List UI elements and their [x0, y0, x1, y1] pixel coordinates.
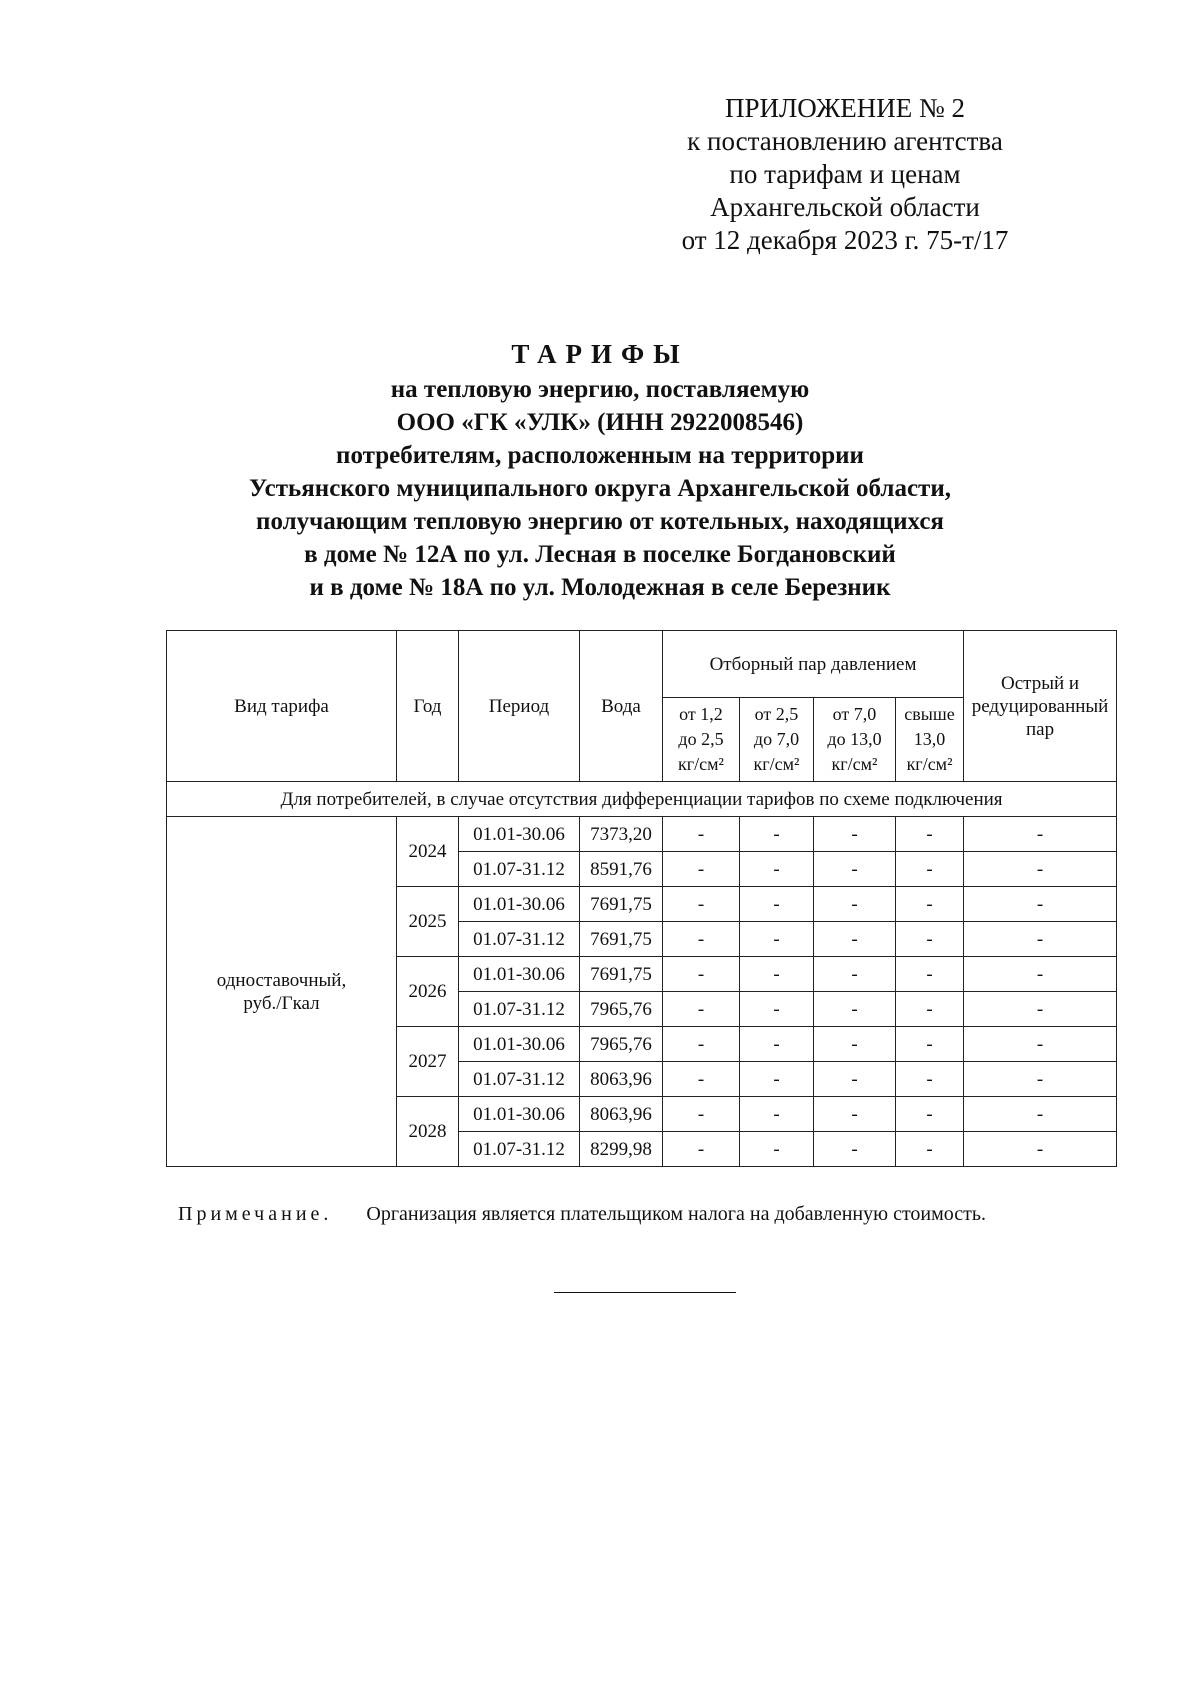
header-pressure-line: кг/см² — [831, 754, 878, 774]
tariffs-table — [166, 630, 1117, 1167]
pressure-cell: - — [740, 887, 814, 922]
header-pressure-line: до 2,5 — [678, 729, 724, 749]
period-cell: 01.07-31.12 — [459, 1062, 580, 1097]
pressure-cell: - — [663, 887, 740, 922]
period-cell: 01.07-31.12 — [459, 852, 580, 887]
pressure-cell: - — [896, 1027, 964, 1062]
header-pressure-line: от 7,0 — [832, 704, 877, 724]
title-line: Устьянского муниципального округа Архангельской области, — [249, 475, 951, 502]
header-pressure-line: свыше — [904, 704, 955, 724]
water-cell: 7965,76 — [580, 992, 663, 1027]
header-pressure-line: от 1,2 — [679, 704, 723, 724]
pressure-cell: - — [814, 1097, 896, 1132]
pressure-cell: - — [663, 957, 740, 992]
header-pressure-line: от 2,5 — [754, 704, 799, 724]
pressure-cell: - — [663, 992, 740, 1027]
year-cell: 2024 — [397, 817, 459, 887]
period-cell: 01.01-30.06 — [459, 887, 580, 922]
water-cell: 8063,96 — [580, 1062, 663, 1097]
sharp-steam-cell: - — [964, 1027, 1117, 1062]
pressure-cell: - — [663, 817, 740, 852]
header-pressure-range — [663, 698, 740, 782]
pressure-cell: - — [896, 887, 964, 922]
pressure-cell: - — [663, 852, 740, 887]
header-pressure-range — [740, 698, 814, 782]
header-tariff-type: Вид тарифа — [167, 631, 397, 782]
pressure-cell: - — [896, 817, 964, 852]
header-pressure-line: 13,0 — [913, 729, 946, 749]
period-cell: 01.01-30.06 — [459, 957, 580, 992]
pressure-cell: - — [814, 922, 896, 957]
title-line: и в доме № 18А по ул. Молодежная в селе Березник — [309, 574, 891, 601]
tariff-type-cell — [167, 817, 397, 1167]
period-cell: 01.07-31.12 — [459, 1132, 580, 1167]
pressure-cell: - — [740, 922, 814, 957]
header-water: Вода — [580, 631, 663, 782]
sharp-steam-cell: - — [964, 817, 1117, 852]
period-cell: 01.07-31.12 — [459, 992, 580, 1027]
pressure-cell: - — [814, 852, 896, 887]
pressure-cell: - — [740, 817, 814, 852]
sharp-steam-cell: - — [964, 887, 1117, 922]
header-extraction-steam: Отборный пар давлением — [663, 631, 964, 698]
year-cell: 2027 — [397, 1027, 459, 1097]
water-cell: 7691,75 — [580, 922, 663, 957]
pressure-cell: - — [814, 887, 896, 922]
title-line: на тепловую энергию, поставляемую — [390, 376, 810, 403]
period-cell: 01.01-30.06 — [459, 817, 580, 852]
header-pressure-line: кг/см² — [753, 754, 800, 774]
title-line: получающим тепловую энергию от котельных, находящихся — [256, 508, 944, 535]
table-row — [167, 817, 1117, 852]
sharp-steam-cell: - — [964, 1097, 1117, 1132]
pressure-cell: - — [663, 1062, 740, 1097]
header-pressure-range — [814, 698, 896, 782]
sharp-steam-cell: - — [964, 957, 1117, 992]
pressure-cell: - — [814, 1027, 896, 1062]
header-year: Год — [397, 631, 459, 782]
appendix-line: по тарифам и ценам — [729, 159, 961, 189]
end-divider — [554, 1292, 736, 1293]
pressure-cell: - — [814, 817, 896, 852]
header-pressure-line: кг/см² — [678, 754, 724, 774]
header-pressure-range — [896, 698, 964, 782]
year-cell: 2025 — [397, 887, 459, 957]
pressure-cell: - — [663, 1132, 740, 1167]
water-cell: 7691,75 — [580, 887, 663, 922]
water-cell: 8591,76 — [580, 852, 663, 887]
header-period: Период — [459, 631, 580, 782]
title-heading: ТАРИФЫ — [511, 339, 689, 369]
title-line: ООО «ГК «УЛК» (ИНН 2922008546) — [396, 409, 804, 436]
pressure-cell: - — [663, 1027, 740, 1062]
note — [178, 1203, 1138, 1226]
header-pressure-line: до 13,0 — [827, 729, 882, 749]
header-sharp-steam: Острый и редуцированный пар — [964, 631, 1117, 782]
tariffs-body — [167, 782, 1117, 1167]
year-cell: 2028 — [397, 1097, 459, 1167]
pressure-cell: - — [740, 957, 814, 992]
pressure-cell: - — [896, 1062, 964, 1097]
tariff-type-label: руб./Гкал — [243, 992, 320, 1014]
pressure-cell: - — [740, 1027, 814, 1062]
period-cell: 01.01-30.06 — [459, 1097, 580, 1132]
pressure-cell: - — [814, 992, 896, 1027]
pressure-cell: - — [896, 922, 964, 957]
appendix-block — [660, 92, 1030, 257]
water-cell: 8299,98 — [580, 1132, 663, 1167]
period-cell: 01.01-30.06 — [459, 1027, 580, 1062]
header-pressure-line: до 7,0 — [753, 729, 800, 749]
pressure-cell: - — [740, 1132, 814, 1167]
pressure-cell: - — [896, 1097, 964, 1132]
title-line: в доме № 12А по ул. Лесная в поселке Богдановский — [304, 541, 896, 568]
pressure-cell: - — [896, 1132, 964, 1167]
pressure-cell: - — [814, 957, 896, 992]
year-cell: 2026 — [397, 957, 459, 1027]
pressure-cell: - — [814, 1062, 896, 1097]
pressure-cell: - — [740, 1097, 814, 1132]
header-pressure-line: кг/см² — [906, 754, 953, 774]
sharp-steam-cell: - — [964, 1132, 1117, 1167]
pressure-cell: - — [740, 992, 814, 1027]
document-title — [140, 338, 1060, 604]
note-text: Организация является плательщиком налога на добавленную стоимость. — [366, 1203, 987, 1225]
appendix-line: ПРИЛОЖЕНИЕ № 2 — [724, 93, 966, 123]
title-line: потребителям, расположенным на территории — [336, 442, 864, 469]
appendix-line: от 12 декабря 2023 г. 75-т/17 — [681, 225, 1009, 255]
pressure-cell: - — [740, 852, 814, 887]
pressure-cell: - — [896, 852, 964, 887]
appendix-line: Архангельской области — [710, 192, 980, 222]
tariff-type-label: одноставочный, — [216, 969, 347, 991]
sharp-steam-cell: - — [964, 992, 1117, 1027]
pressure-cell: - — [740, 1062, 814, 1097]
sharp-steam-cell: - — [964, 922, 1117, 957]
sharp-steam-cell: - — [964, 1062, 1117, 1097]
period-cell: 01.07-31.12 — [459, 922, 580, 957]
water-cell: 7691,75 — [580, 957, 663, 992]
note-label: Примечание. — [178, 1203, 333, 1225]
sharp-steam-cell: - — [964, 852, 1117, 887]
water-cell: 7373,20 — [580, 817, 663, 852]
pressure-cell: - — [663, 922, 740, 957]
pressure-cell: - — [896, 957, 964, 992]
pressure-cell: - — [896, 992, 964, 1027]
group-label: Для потребителей, в случае отсутствия дифференциации тарифов по схеме подключения — [167, 782, 1117, 817]
water-cell: 7965,76 — [580, 1027, 663, 1062]
water-cell: 8063,96 — [580, 1097, 663, 1132]
pressure-cell: - — [814, 1132, 896, 1167]
pressure-cell: - — [663, 1097, 740, 1132]
appendix-line: к постановлению агентства — [687, 126, 1003, 156]
